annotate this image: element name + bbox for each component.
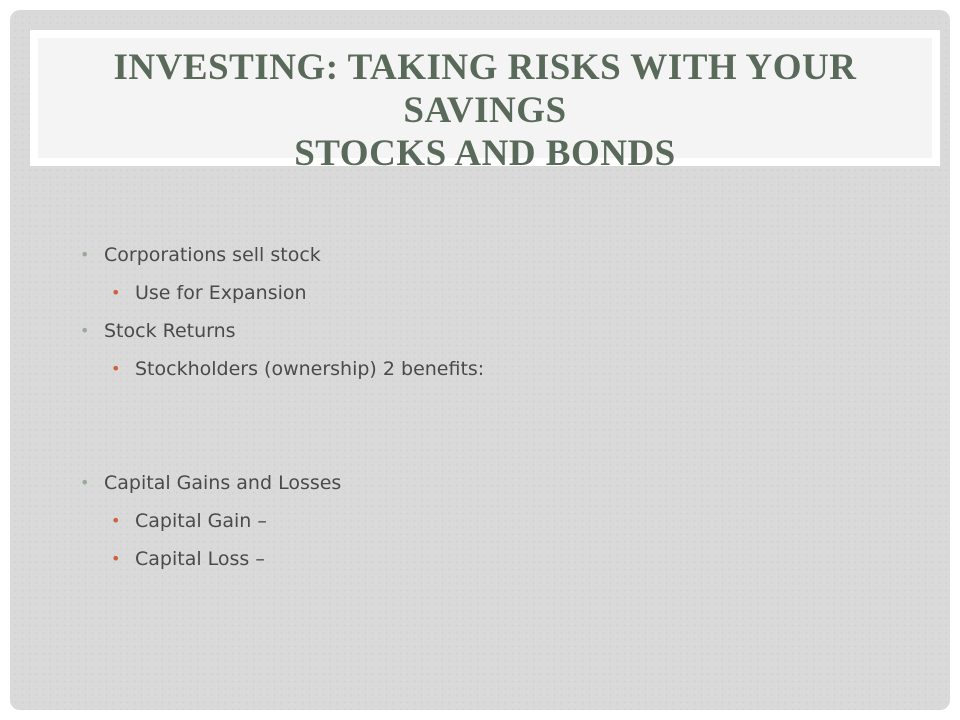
sub-bullet-dot-icon: • — [111, 359, 121, 378]
bullet-text: Capital Gains and Losses — [104, 472, 342, 494]
bullet-list — [74, 236, 894, 578]
bullet-item-stock-returns — [74, 312, 894, 350]
bullet-text: Corporations sell stock — [104, 244, 321, 266]
sub-bullet-dot-icon: • — [111, 511, 121, 530]
bullet-dot-icon: • — [80, 321, 90, 340]
sub-bullet-item-capital-loss — [74, 540, 894, 578]
bullet-item-capital-gains-losses — [74, 464, 894, 502]
bullet-dot-icon: • — [80, 473, 90, 492]
title-line-3: STOCKS AND BONDS — [294, 133, 676, 174]
sub-bullet-item-stockholders — [74, 350, 894, 388]
blank-space — [74, 388, 894, 464]
bullet-text: Use for Expansion — [135, 282, 307, 304]
title-line-2: SAVINGS — [403, 90, 567, 131]
bullet-item-corporations — [74, 236, 894, 274]
slide-background — [10, 10, 950, 710]
title-line-1: INVESTING: TAKING RISKS WITH YOUR — [113, 47, 857, 88]
sub-bullet-item-capital-gain — [74, 502, 894, 540]
bullet-text: Stockholders (ownership) 2 benefits: — [135, 358, 485, 380]
bullet-dot-icon: • — [80, 245, 90, 264]
bullet-text: Capital Loss – — [135, 548, 265, 570]
sub-bullet-item-expansion — [74, 274, 894, 312]
bullet-text: Stock Returns — [104, 320, 236, 342]
bullet-text: Capital Gain – — [135, 510, 267, 532]
slide-title — [30, 46, 940, 175]
sub-bullet-dot-icon: • — [111, 283, 121, 302]
sub-bullet-dot-icon: • — [111, 549, 121, 568]
